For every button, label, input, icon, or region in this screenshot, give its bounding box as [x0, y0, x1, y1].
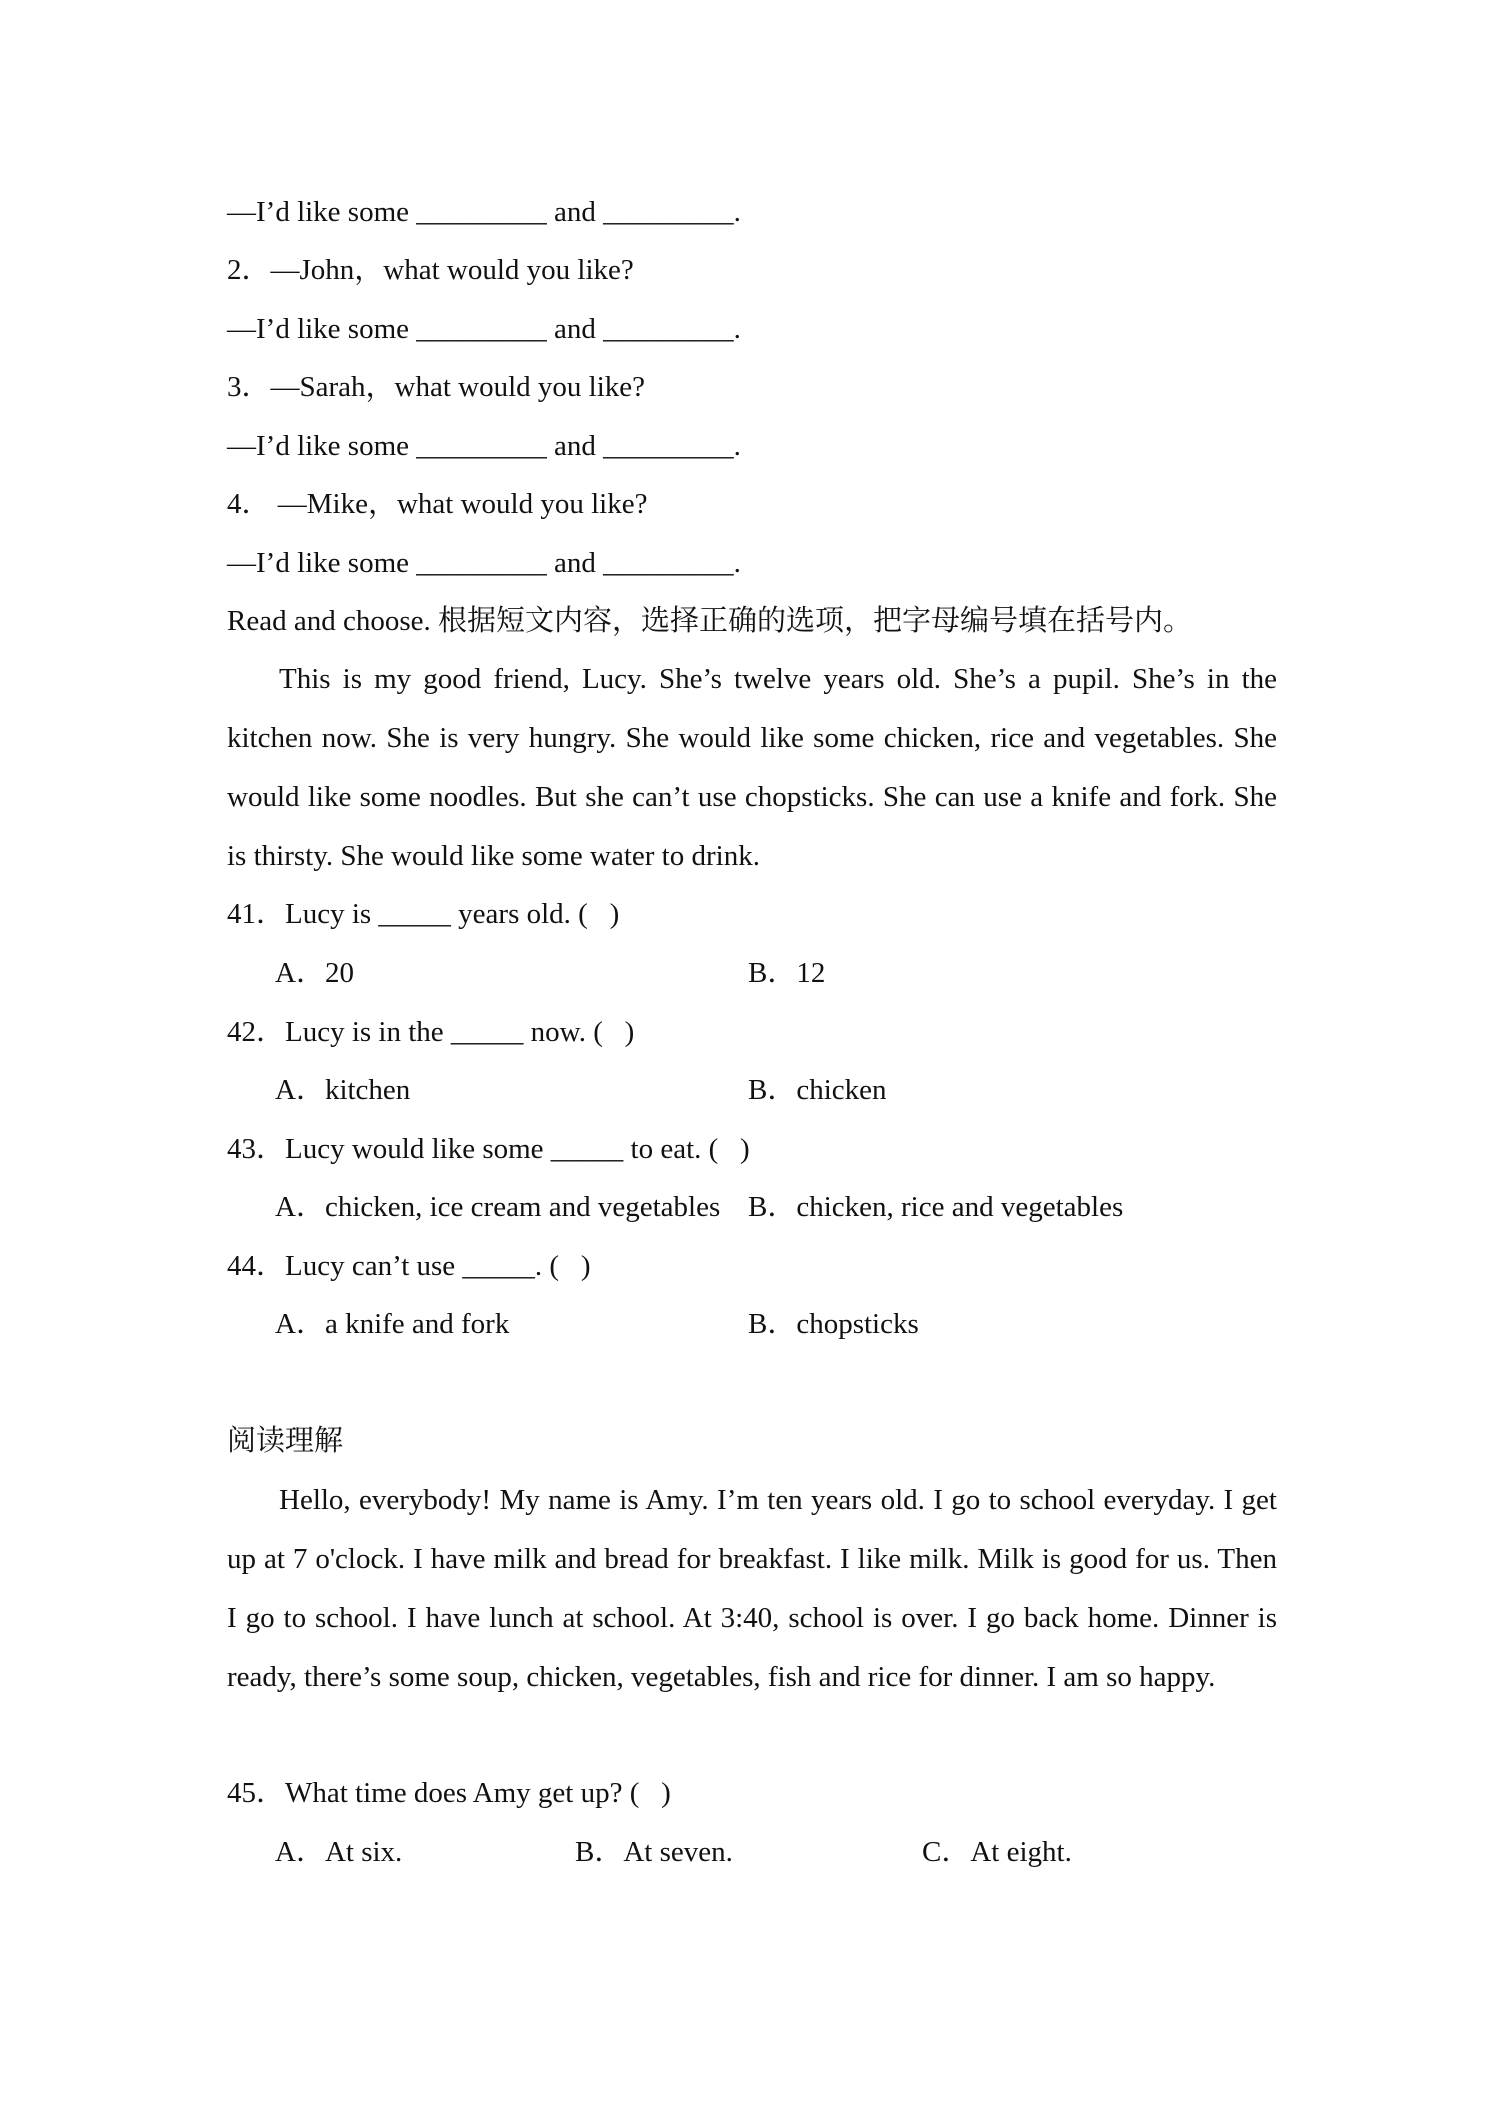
answer-line-1: —I’d like some _________ and _________.	[227, 196, 741, 228]
q42-option-b: B．chicken	[748, 1074, 887, 1106]
q42-option-a: A．kitchen	[275, 1074, 411, 1106]
question-45: 45．What time does Amy get up? ( )	[227, 1777, 671, 1809]
answer-line-2: —I’d like some _________ and _________.	[227, 313, 741, 345]
q45-option-c: C．At eight.	[922, 1836, 1072, 1868]
q43-option-a: A．chicken, ice cream and vegetables	[275, 1191, 721, 1223]
question-44: 44．Lucy can’t use _____. ( )	[227, 1250, 591, 1282]
answer-line-4: —I’d like some _________ and _________.	[227, 547, 741, 579]
question-4: 4． —Mike，what would you like?	[227, 488, 648, 520]
question-3: 3．—Sarah，what would you like?	[227, 371, 646, 403]
q45-option-b: B．At seven.	[575, 1836, 733, 1868]
question-43: 43．Lucy would like some _____ to eat. ( )	[227, 1133, 750, 1165]
q41-option-a: A．20	[275, 957, 354, 989]
question-42: 42．Lucy is in the _____ now. ( )	[227, 1016, 635, 1048]
lucy-passage: This is my good friend, Lucy. She’s twelve years old. She’s a pupil. She’s in the kitchen now. She is very hungry. She would like some chicken, rice and vegetables. She would like some noodles. But she can’t use chopsticks. She can use a knife and fork. She is thirsty. She would like some water to drink.	[227, 663, 1277, 872]
q44-option-a: A．a knife and fork	[275, 1308, 510, 1340]
q43-option-b: B．chicken, rice and vegetables	[748, 1191, 1124, 1223]
answer-line-3: —I’d like some _________ and _________.	[227, 430, 741, 462]
q41-option-b: B．12	[748, 957, 826, 989]
question-2: 2．—John，what would you like?	[227, 254, 634, 286]
reading-heading: 阅读理解	[227, 1425, 344, 1457]
q44-option-b: B．chopsticks	[748, 1308, 919, 1340]
question-41: 41．Lucy is _____ years old. ( )	[227, 898, 620, 930]
q45-option-a: A．At six.	[275, 1836, 403, 1868]
amy-passage: Hello, everybody! My name is Amy. I’m ten years old. I go to school everyday. I get up at 7 o'clock. I have milk and bread for breakfast. I like milk. Milk is good for us. Then I go to school. I have lunch at school. At 3:40, school is over. I go back home. Dinner is ready, there’s some soup, chicken, vegetables, fish and rice for dinner. I am so happy.	[227, 1484, 1277, 1693]
read-choose-heading: Read and choose. 根据短文内容，选择正确的选项，把字母编号填在括号内。	[227, 605, 1192, 637]
